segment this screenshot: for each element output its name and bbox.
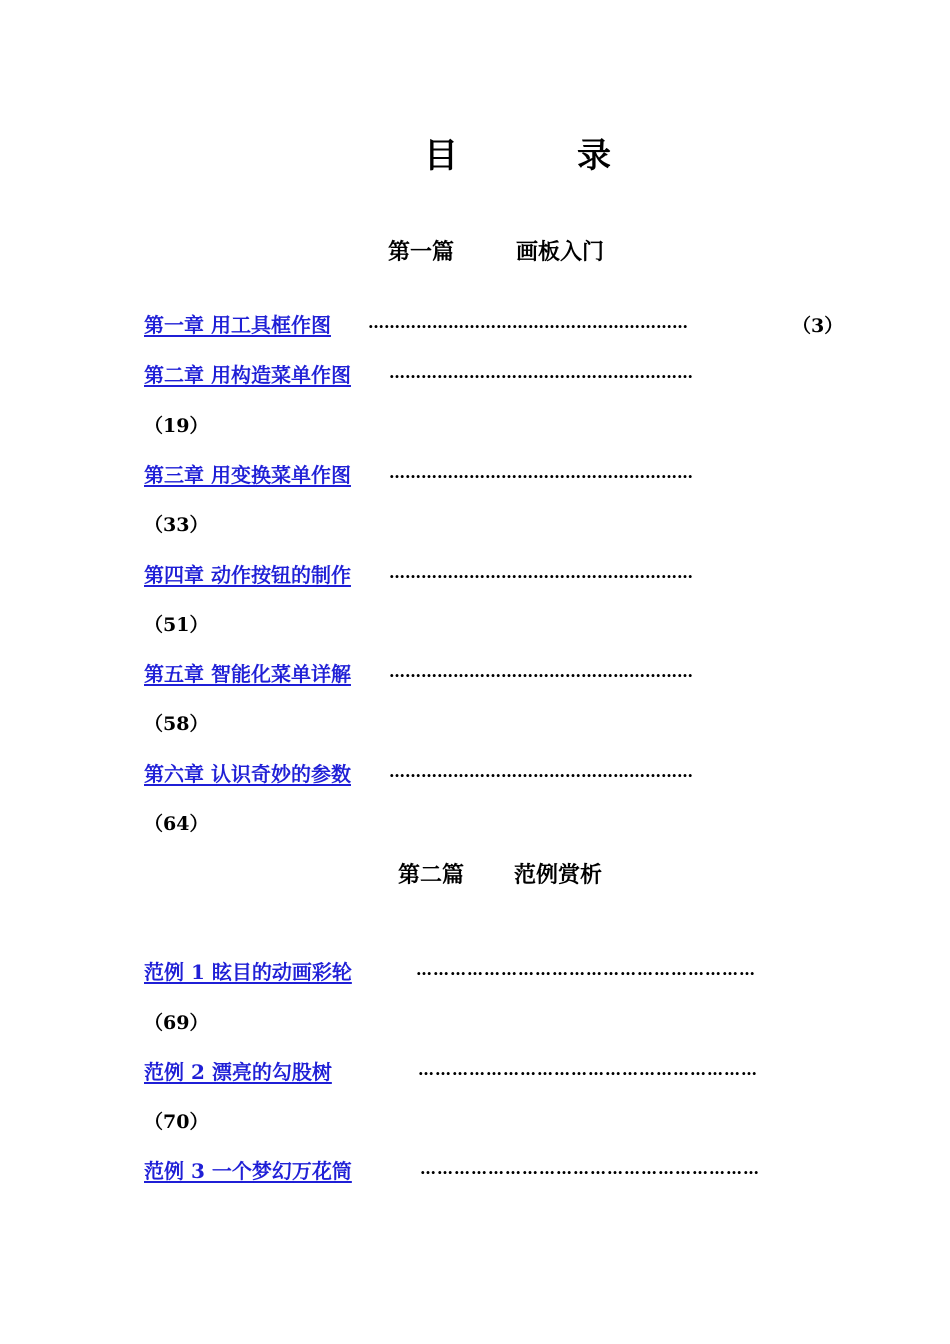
toc-page-number: （51） (144, 614, 209, 636)
toc-link-chapter-6[interactable]: 第六章 认识奇妙的参数 (144, 762, 351, 786)
toc-leader: …………………………………………………… (418, 1060, 758, 1079)
toc-link-example-3[interactable]: 范例 3 一个梦幻万花筒 (144, 1159, 352, 1183)
toc-title-char-1: 目 (424, 136, 458, 176)
part2-name: 范例赏析 (514, 862, 603, 888)
toc-link-chapter-4[interactable]: 第四章 动作按钮的制作 (144, 563, 351, 587)
toc-leader: ………………………………………………… (389, 662, 693, 681)
toc-link-chapter-1[interactable]: 第一章 用工具框作图 (144, 313, 331, 337)
part1-name: 画板入门 (516, 239, 605, 265)
toc-page-number: （70） (144, 1111, 209, 1133)
toc-page-number: （33） (144, 514, 209, 536)
toc-leader: ………………………………………………… (389, 563, 693, 582)
toc-link-chapter-2[interactable]: 第二章 用构造菜单作图 (144, 363, 351, 387)
toc-link-example-2[interactable]: 范例 2 漂亮的勾股树 (144, 1060, 332, 1084)
toc-page-number: （64） (144, 813, 209, 835)
toc-title-char-2: 录 (577, 136, 611, 176)
toc-link-chapter-5[interactable]: 第五章 智能化菜单详解 (144, 662, 351, 686)
toc-page-number: （58） (144, 713, 209, 735)
part2-label: 第二篇 (398, 862, 465, 888)
toc-leader: ………………………………………………… (389, 762, 693, 781)
toc-leader: ………………………………………………… (389, 363, 693, 382)
toc-leader: …………………………………………………… (368, 313, 688, 332)
toc-leader: …………………………………………………… (420, 1159, 760, 1178)
toc-page-number: （19） (144, 415, 209, 437)
toc-link-chapter-3[interactable]: 第三章 用变换菜单作图 (144, 463, 351, 487)
toc-page-number: （69） (144, 1012, 209, 1034)
toc-leader: …………………………………………………… (416, 960, 756, 979)
part1-label: 第一篇 (388, 239, 455, 265)
toc-leader: ………………………………………………… (389, 463, 693, 482)
toc-link-example-1[interactable]: 范例 1 眩目的动画彩轮 (144, 960, 352, 984)
toc-page-number: （3） (792, 315, 844, 337)
